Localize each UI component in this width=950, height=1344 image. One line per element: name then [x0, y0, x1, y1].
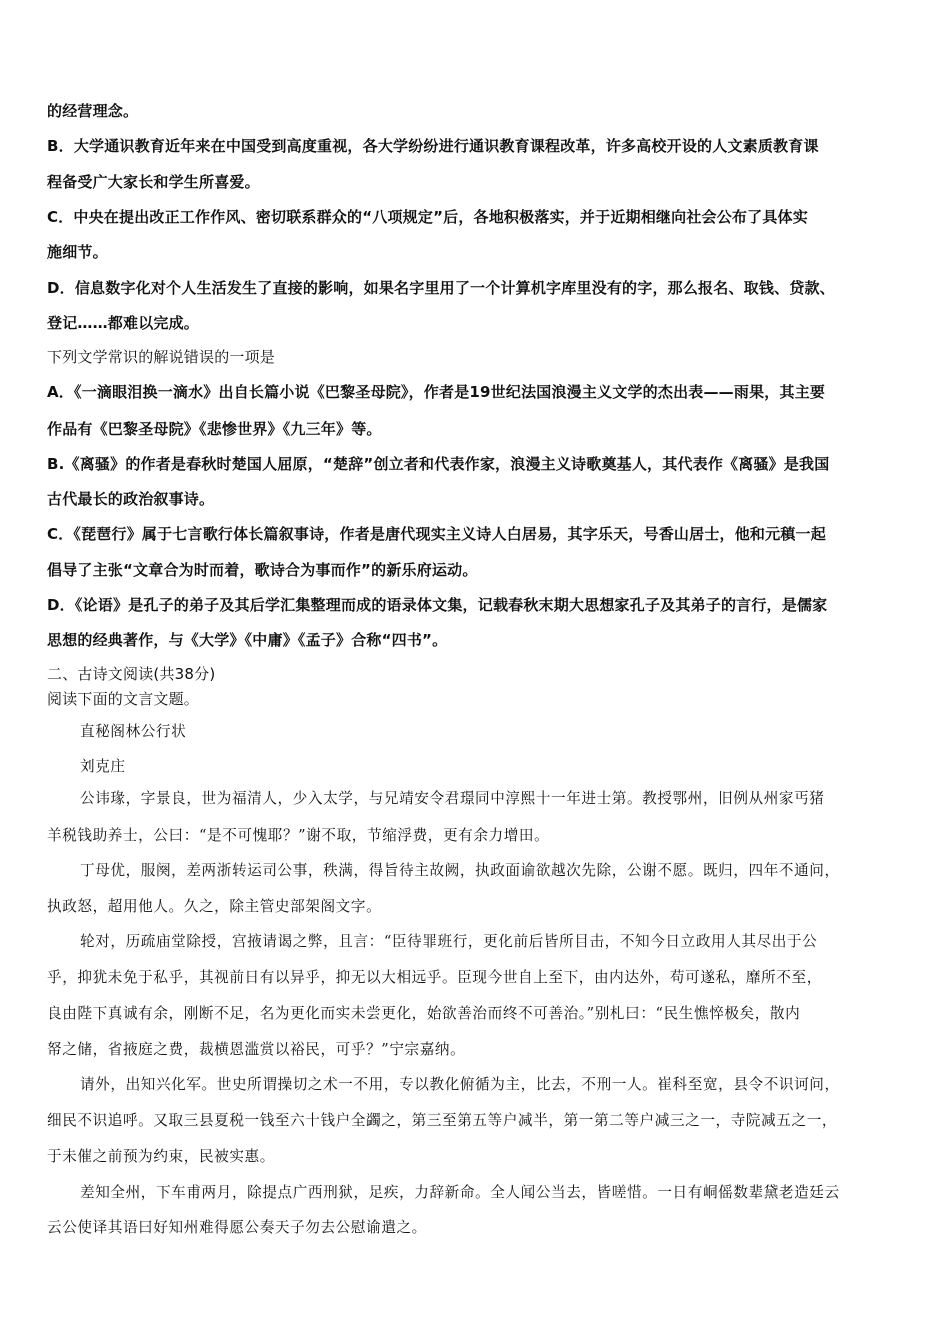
passage-title: 直秘阁林公行状	[80, 723, 187, 740]
passage-line: 云公使译其语曰好知州难得愿公奏天子勿去公慰谕遣之。	[47, 1219, 427, 1236]
passage-line: 执政怒，超用他人。久之，除主管史部架阁文字。	[47, 898, 382, 915]
passage-line: 轮对，历疏庙堂除授，宫掖请谒之弊，且言：“臣待罪班行，更化前后皆所目击，不知今日立政用人其尽出于公	[80, 933, 818, 950]
passage-line: 于未催之前预为约束，民被实惠。	[47, 1148, 275, 1165]
text-line: 思想的经典著作，与《大学》《中庸》《孟子》合称“四书”。	[47, 631, 448, 649]
passage-line: 请外，出知兴化军。世史所谓操切之术一不用，专以教化俯循为主，比去，不刑一人。崔科至宽，县令不识诃问，	[80, 1076, 840, 1093]
passage-line: 丁母优，服阕，差两浙转运司公事，秩满，得旨待主故阙，执政面谕欲越次先除，公谢不愿。既归，四年不通问，	[80, 862, 840, 879]
option-c-line: C．中央在提出改正工作作风、密切联系群众的“八项规定”后，各地积极落实，并于近期相继向社会公布了具体实	[47, 208, 808, 226]
option-d-line: D．信息数字化对个人生活发生了直接的影响，如果名字里用了一个计算机字库里没有的字，那么报名、取钱、贷款、	[47, 279, 835, 297]
passage-line: 良由陛下真诚有余，刚断不足，名为更化而实未尝更化，始欲善治而终不可善治。”别札曰：“民生憔悴极矣，散内	[47, 1005, 801, 1022]
option-a-line: A．《一滴眼泪换一滴水》出自长篇小说《巴黎圣母院》，作者是19世纪法国浪漫主义文学的杰出表——雨果，其主要	[47, 383, 826, 401]
instruction-line: 阅读下面的文言文题。	[47, 690, 200, 708]
option-c-line: C．《琵琶行》属于七言歌行体长篇叙事诗，作者是唐代现实主义诗人白居易，其字乐天，号香山居士，他和元稹一起	[47, 525, 826, 543]
text-line: 作品有《巴黎圣母院》《悲惨世界》《九三年》等。	[47, 420, 382, 438]
option-b-line: B.《离骚》的作者是春秋时楚国人屈原，“楚辞”创立者和代表作家，浪漫主义诗歌奠基人，其代表作《离骚》是我国	[47, 455, 830, 473]
passage-line: 细民不识追呼。又取三县夏税一钱至六十钱户全蠲之，第三至第五等户减半，第一第二等户减三之一，寺院减五之一，	[47, 1112, 838, 1129]
text-line: 的经营理念。	[47, 102, 139, 120]
text-line: 古代最长的政治叙事诗。	[47, 490, 215, 508]
section-heading: 二、古诗文阅读(共38分)	[47, 665, 216, 683]
passage-author: 刘克庄	[80, 758, 126, 775]
passage-line: 公讳瑑，字景良，世为福清人，少入太学，与兄靖安令君璟同中淳熙十一年进士第。教授鄂州，旧例从州家丐猪	[80, 790, 825, 807]
option-b-line: B．大学通识教育近年来在中国受到高度重视，各大学纷纷进行通识教育课程改革，许多高校开设的人文素质教育课	[47, 137, 819, 155]
passage-line: 羊税钱助养士，公曰：“是不可愧耶？”谢不取，节缩浮费，更有余力增田。	[47, 827, 550, 844]
text-line: 施细节。	[47, 243, 108, 261]
option-d-line: D．《论语》是孔子的弟子及其后学汇集整理而成的语录体文集，记载春秋末期大思想家孔子及其弟子的言行，是儒家	[47, 596, 828, 614]
passage-line: 差知全州，下车甫两月，除提点广西刑狱，足疾，力辞新命。全人闻公当去，皆嗟惜。一日有峒傜数辈黛老造廷云	[80, 1184, 840, 1201]
passage-line: 乎，抑犹未免于私乎，其视前日有以异乎，抑无以大相远乎。臣现今世自上至下，由内达外，苟可遂私，靡所不至，	[47, 969, 822, 986]
question-stem: 下列文学常识的解说错误的一项是	[47, 348, 276, 366]
text-line: 倡导了主张“文章合为时而着，歌诗合为事而作”的新乐府运动。	[47, 561, 478, 579]
passage-line: 帑之储，省掖庭之费，裁横恩滥赏以裕民，可乎？”宁宗嘉纳。	[47, 1041, 466, 1058]
text-line: 登记……都难以完成。	[47, 314, 200, 332]
text-line: 程备受广大家长和学生所喜爱。	[47, 173, 260, 191]
